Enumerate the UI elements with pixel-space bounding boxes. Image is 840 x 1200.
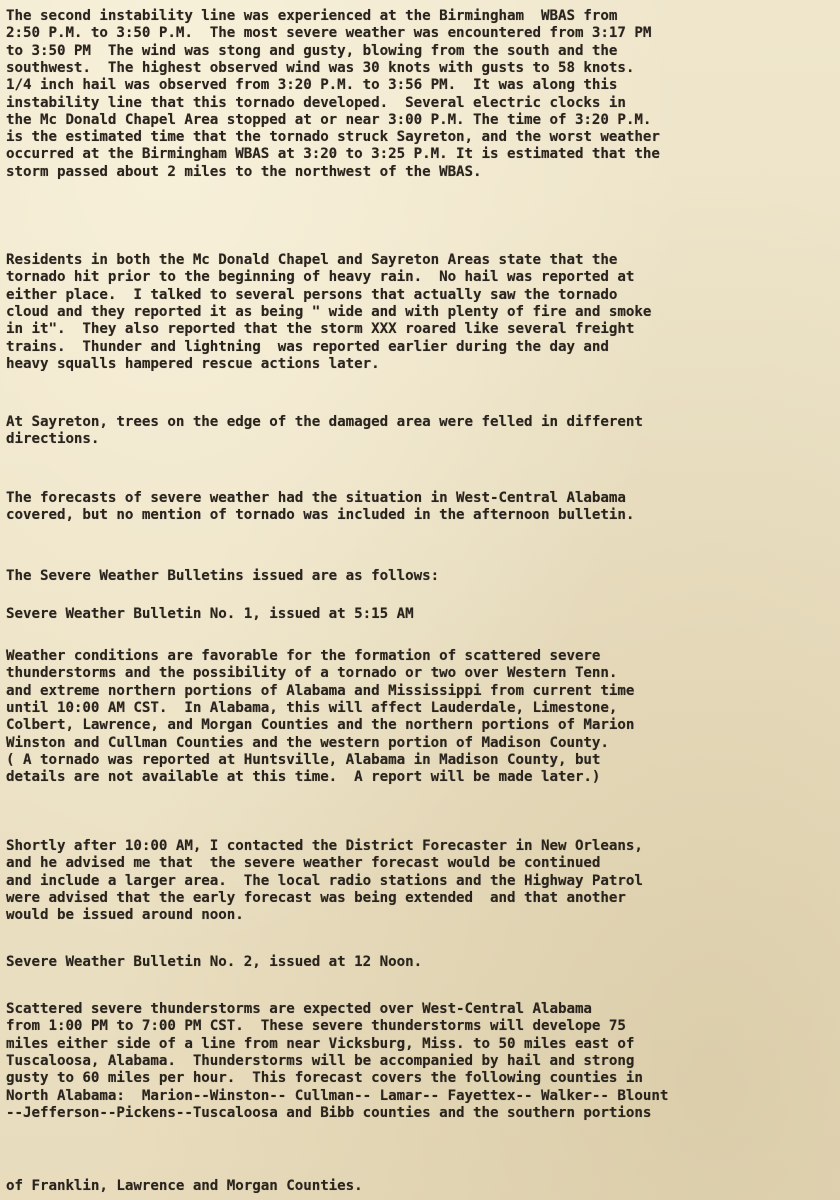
text-line: would be issued around noon. — [6, 907, 244, 924]
text-line: Residents in both the Mc Donald Chapel and Sayreton Areas state that the — [6, 252, 618, 268]
text-line: and he advised me that the severe weather forecast would be continued — [6, 855, 601, 872]
text-line: Severe Weather Bulletin No. 2, issued at 12 Noon. — [6, 954, 423, 970]
typed-document-page — [6, 0, 834, 1200]
text-line: heavy squalls hampered rescue actions later. — [6, 355, 380, 372]
text-line: Shortly after 10:00 AM, I contacted the District Forecaster in New Orleans, — [6, 838, 643, 854]
text-line: storm passed about 2 miles to the northwest of the WBAS. — [6, 163, 482, 180]
text-line: southwest. The highest observed wind was 30 knots with gusts to 58 knots. — [6, 59, 635, 76]
text-line: gusty to 60 miles per hour. This forecast covers the following counties in — [6, 1070, 643, 1087]
text-line: Colbert, Lawrence, and Morgan Counties and the northern portions of Marion — [6, 717, 635, 734]
text-line: Winston and Cullman Counties and the western portion of Madison County. — [6, 734, 609, 751]
text-line: of Franklin, Lawrence and Morgan Counties. — [6, 1178, 363, 1194]
text-line: 1/4 inch hail was observed from 3:20 P.M. to 3:56 PM. It was along this — [6, 77, 618, 94]
text-line: trains. Thunder and lightning was reported earlier during the day and — [6, 338, 609, 355]
text-line: and include a larger area. The local radio stations and the Highway Patrol — [6, 872, 643, 889]
text-line: occurred at the Birmingham WBAS at 3:20 to 3:25 P.M. It is estimated that the — [6, 146, 660, 163]
text-line: ( A tornado was reported at Huntsville, Alabama in Madison County, but — [6, 751, 601, 768]
text-line: thunderstorms and the possibility of a tornado or two over Western Tenn. — [6, 665, 618, 682]
text-line: were advised that the early forecast was being extended and that another — [6, 889, 626, 906]
text-line: cloud and they reported it as being " wide and with plenty of fire and smoke — [6, 303, 652, 320]
text-line: At Sayreton, trees on the edge of the damaged area were felled in different — [6, 414, 643, 430]
text-line: The forecasts of severe weather had the situation in West-Central Alabama — [6, 490, 626, 506]
text-line: North Alabama: Marion--Winston-- Cullman-- Lamar-- Fayettex-- Walker-- Blount — [6, 1087, 669, 1104]
text-line: in it". They also reported that the storm XXX roared like several freight — [6, 321, 635, 338]
text-line: Weather conditions are favorable for the formation of scattered severe — [6, 648, 601, 664]
text-line: instability line that this tornado developed. Several electric clocks in — [6, 94, 626, 111]
text-line: The second instability line was experienced at the Birmingham WBAS from — [6, 8, 618, 24]
text-line: either place. I talked to several persons that actually saw the tornado — [6, 286, 618, 303]
text-line: details are not available at this time. A report will be made later.) — [6, 769, 601, 786]
text-line: miles either side of a line from near Vicksburg, Miss. to 50 miles east of — [6, 1035, 635, 1052]
text-line: and extreme northern portions of Alabama and Mississippi from current time — [6, 682, 635, 699]
text-line: from 1:00 PM to 7:00 PM CST. These severe thunderstorms will develope 75 — [6, 1018, 626, 1035]
text-line: the Mc Donald Chapel Area stopped at or near 3:00 P.M. The time of 3:20 P.M. — [6, 111, 652, 128]
text-line: to 3:50 PM The wind was stong and gusty, blowing from the south and the — [6, 42, 618, 59]
text-line: Severe Weather Bulletin No. 1, issued at 5:15 AM — [6, 606, 414, 622]
text-line: is the estimated time that the tornado struck Sayreton, and the worst weather — [6, 129, 660, 146]
text-line: tornado hit prior to the beginning of heavy rain. No hail was reported at — [6, 269, 635, 286]
text-line: Tuscaloosa, Alabama. Thunderstorms will be accompanied by hail and strong — [6, 1052, 635, 1069]
text-line: 2:50 P.M. to 3:50 P.M. The most severe weather was encountered from 3:17 PM — [6, 25, 652, 42]
text-line: covered, but no mention of tornado was included in the afternoon bulletin. — [6, 507, 635, 524]
text-line: The Severe Weather Bulletins issued are as follows: — [6, 568, 440, 584]
text-line: until 10:00 AM CST. In Alabama, this will affect Lauderdale, Limestone, — [6, 699, 618, 716]
text-line: directions. — [6, 431, 100, 448]
text-line: --Jefferson--Pickens--Tuscaloosa and Bibb counties and the southern portions — [6, 1104, 652, 1121]
text-line: Scattered severe thunderstorms are expected over West-Central Alabama — [6, 1001, 592, 1017]
